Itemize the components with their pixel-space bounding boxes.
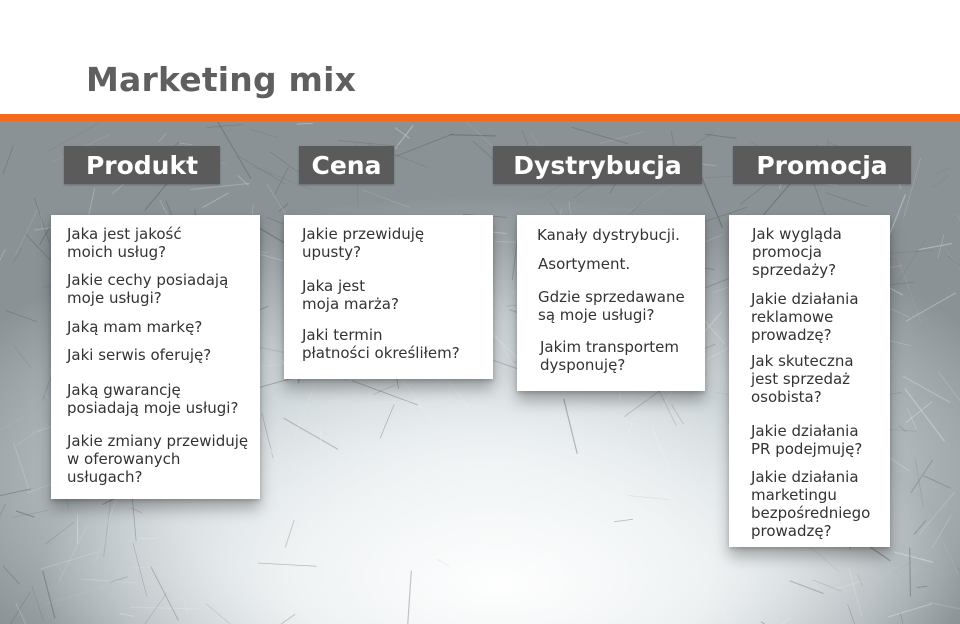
question-item: Jaką mam markę? (67, 318, 203, 336)
texture-scratch (914, 520, 926, 534)
texture-scratch (932, 515, 951, 548)
question-item: Jaki termin płatności określiłem? (302, 326, 460, 362)
texture-scratch (628, 422, 632, 433)
texture-scratch (917, 586, 928, 587)
texture-scratch (133, 543, 147, 596)
texture-scratch (274, 167, 288, 195)
texture-scratch (3, 145, 13, 175)
question-item: Jakie działania PR podejmuję? (751, 422, 863, 458)
question-item: Jak wygląda promocja sprzedaży? (752, 225, 842, 279)
texture-scratch (938, 372, 960, 427)
texture-scratch (937, 168, 950, 174)
texture-scratch (14, 443, 29, 489)
texture-scratch (672, 405, 684, 424)
texture-scratch (834, 582, 860, 590)
texture-scratch (203, 193, 229, 208)
texture-scratch (849, 568, 862, 616)
question-item: Jakie cechy posiadają moje usługi? (67, 271, 229, 307)
texture-scratch (285, 520, 294, 547)
texture-scratch (131, 508, 142, 513)
texture-scratch (130, 593, 167, 624)
texture-scratch (652, 427, 673, 477)
texture-scratch (46, 586, 106, 604)
texture-scratch (910, 548, 911, 597)
texture-scratch (614, 519, 633, 522)
question-item: Jakim transportem dysponuję? (540, 338, 679, 374)
question-item: Jakie działania marketingu bezpośredniego prowadzę? (751, 468, 871, 540)
header-dystrybucja-label: Dystrybucja (513, 150, 682, 180)
texture-scratch (151, 567, 179, 621)
card-cena (284, 215, 493, 379)
texture-scratch (609, 398, 650, 414)
texture-scratch (45, 522, 73, 544)
texture-scratch (207, 124, 243, 127)
texture-scratch (221, 514, 242, 545)
header-promocja-label: Promocja (756, 150, 888, 180)
header-promocja (733, 146, 911, 184)
texture-scratch (897, 238, 927, 284)
texture-scratch (402, 378, 432, 421)
texture-scratch (120, 613, 135, 616)
texture-scratch (40, 228, 50, 245)
texture-scratch (911, 460, 932, 492)
texture-scratch (0, 489, 31, 501)
texture-scratch (272, 614, 296, 624)
texture-scratch (130, 567, 161, 568)
texture-scratch (720, 602, 741, 624)
texture-scratch (924, 476, 951, 488)
texture-scratch (0, 591, 31, 624)
question-item: Asortyment. (538, 255, 631, 273)
texture-scratch (705, 134, 737, 138)
texture-scratch (354, 401, 410, 405)
texture-scratch (32, 587, 43, 621)
texture-scratch (380, 405, 394, 439)
texture-scratch (564, 399, 578, 454)
texture-scratch (857, 574, 862, 587)
texture-scratch (918, 244, 951, 250)
texture-scratch (568, 400, 605, 409)
question-item: Jaka jest moja marża? (302, 277, 399, 313)
texture-scratch (898, 258, 921, 323)
header-dystrybucja (493, 146, 702, 184)
texture-scratch (0, 504, 6, 532)
texture-scratch (297, 123, 313, 124)
texture-scratch (790, 581, 824, 594)
texture-scratch (183, 596, 189, 616)
texture-scratch (825, 193, 867, 207)
texture-scratch (899, 426, 907, 432)
question-item: Jakie przewiduję upusty? (302, 225, 425, 261)
texture-scratch (218, 122, 251, 179)
texture-scratch (892, 282, 914, 285)
texture-scratch (889, 194, 905, 235)
texture-scratch (190, 183, 249, 189)
title-area (0, 0, 960, 114)
texture-scratch (492, 329, 513, 363)
texture-scratch (43, 571, 55, 619)
texture-scratch (41, 552, 97, 569)
texture-scratch (206, 603, 231, 624)
texture-scratch (450, 135, 496, 136)
texture-scratch (408, 571, 412, 624)
texture-scratch (179, 143, 192, 145)
texture-scratch (571, 127, 628, 143)
texture-scratch (6, 310, 37, 321)
header-produkt-label: Produkt (85, 150, 199, 180)
texture-scratch (34, 198, 49, 243)
texture-scratch (15, 209, 37, 255)
texture-scratch (59, 526, 87, 581)
texture-scratch (17, 424, 48, 445)
header-cena-label: Cena (311, 150, 382, 180)
texture-scratch (908, 408, 917, 428)
texture-scratch (813, 580, 842, 591)
texture-scratch (0, 416, 25, 435)
texture-scratch (294, 382, 315, 438)
question-item: Gdzie sprzedawane są moje usługi? (538, 288, 685, 324)
texture-scratch (283, 418, 338, 449)
texture-scratch (888, 604, 931, 617)
accent-bar (0, 114, 960, 121)
page-title: Marketing mix (86, 60, 357, 99)
texture-scratch (3, 566, 20, 585)
texture-scratch (14, 345, 32, 368)
header-cena (299, 146, 394, 184)
question-item: Jaki serwis oferuję? (67, 346, 212, 364)
texture-scratch (279, 537, 337, 576)
texture-scratch (848, 605, 865, 624)
texture-scratch (894, 552, 933, 562)
texture-scratch (0, 249, 5, 286)
texture-scratch (629, 182, 678, 211)
question-item: Jaka jest jakość moich usług? (67, 225, 182, 261)
texture-scratch (919, 492, 954, 534)
texture-scratch (942, 541, 959, 576)
texture-scratch (557, 555, 584, 567)
texture-scratch (762, 619, 788, 624)
header-produkt (64, 146, 220, 184)
texture-scratch (628, 495, 669, 499)
texture-scratch (362, 190, 409, 207)
card-promocja (729, 215, 890, 547)
texture-scratch (260, 432, 282, 468)
texture-scratch (145, 183, 168, 211)
question-item: Jakie działania reklamowe prowadzę? (751, 290, 859, 344)
texture-scratch (500, 371, 511, 393)
texture-scratch (95, 528, 110, 561)
question-item: Kanały dystrybucji. (537, 226, 680, 244)
texture-scratch (619, 390, 621, 402)
texture-scratch (159, 133, 167, 142)
texture-scratch (258, 563, 317, 566)
texture-scratch (906, 293, 956, 321)
card-produkt (51, 215, 260, 499)
texture-scratch (251, 129, 279, 137)
texture-scratch (56, 563, 62, 572)
texture-scratch (132, 495, 136, 541)
texture-scratch (890, 250, 934, 253)
texture-scratch (130, 607, 199, 609)
texture-scratch (890, 309, 910, 317)
texture-scratch (930, 602, 960, 612)
texture-scratch (942, 245, 960, 293)
texture-scratch (395, 126, 413, 149)
texture-scratch (437, 559, 449, 566)
card-dystrybucja (517, 215, 705, 391)
texture-scratch (448, 386, 449, 431)
texture-scratch (933, 176, 949, 188)
texture-scratch (903, 376, 950, 402)
question-item: Jaką gwarancję posiadają moje usługi? (67, 381, 239, 417)
question-item: Jak skuteczna jest sprzedaż osobista? (751, 352, 854, 406)
question-item: Jakie zmiany przewiduję w oferowanych usługach? (67, 432, 249, 486)
texture-scratch (320, 428, 321, 448)
texture-scratch (104, 499, 111, 557)
